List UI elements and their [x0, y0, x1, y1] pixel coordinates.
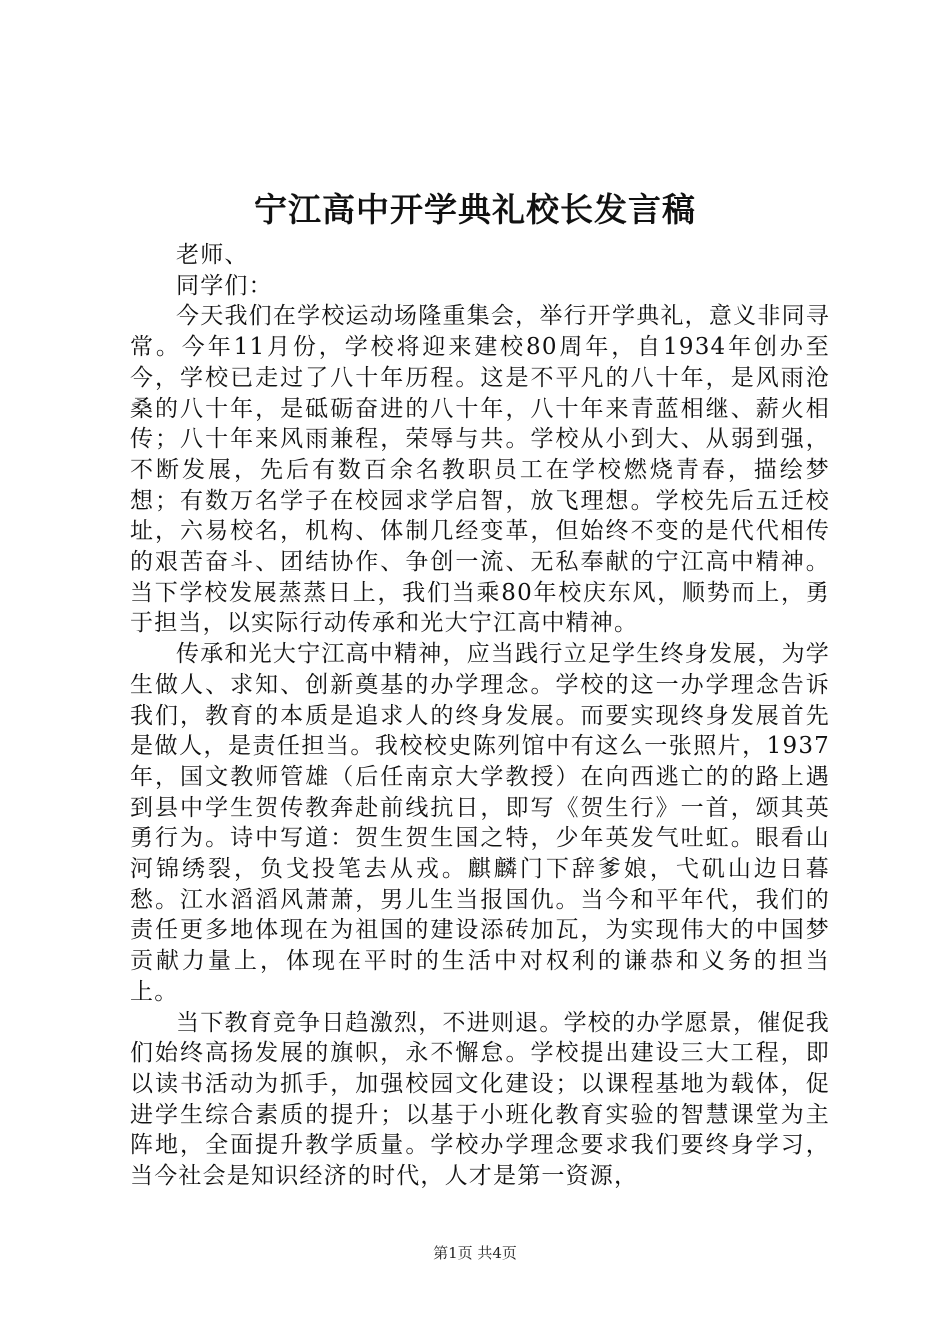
greeting-teachers: 老师、: [176, 242, 249, 268]
document-body: [130, 240, 830, 1192]
document-title: 宁江高中开学典礼校长发言稿: [254, 190, 696, 229]
paragraph-2: 传承和光大宁江高中精神，应当践行立足学生终身发展，为学生做人、求知、创新奠基的办学理念。学校的这一办学理念告诉我们，教育的本质是追求人的终身发展。而要实现终身发展首先是做人，是责任担当。我校校史陈列馆中有这么一张照片，1937年，国文教师管雄（后任南京大学教授）在向西逃亡的的路上遇到县中学生贺传教奔赴前线抗日，即写《贺生行》一首，颂其英勇行为。诗中写道：贺生贺生国之特，少年英发气吐虹。眼看山河锦绣裂，负戈投笔去从戎。麒麟门下辞爹娘，弋矶山边日暮愁。江水滔滔风萧萧，男儿生当报国仇。当今和平年代，我们的责任更多地体现在为祖国的建设添砖加瓦，为实现伟大的中国梦贡献力量上，体现在平时的生活中对权利的谦恭和义务的担当上。: [130, 641, 830, 1005]
greeting-students: 同学们：: [176, 272, 273, 299]
page-footer: 第1页 共4页: [433, 1244, 517, 1262]
paragraph-1: 今天我们在学校运动场隆重集会，举行开学典礼，意义非同寻常。今年11月份，学校将迎来建校80周年，自1934年创办至今，学校已走过了八十年历程。这是不平凡的八十年，是风雨沧桑的八十年，是砥砺奋进的八十年，八十年来青蓝相继、薪火相传；八十年来风雨兼程，荣辱与共。学校从小到大、从弱到强，不断发展，先后有数百余名教职员工在学校燃烧青春，描绘梦想；有数万名学子在校园求学启智，放飞理想。学校先后五迁校址，六易校名，机构、体制几经变革，但始终不变的是代代相传的艰苦奋斗、团结协作、争创一流、无私奉献的宁江高中精神。当下学校发展蒸蒸日上，我们当乘80年校庆东风，顺势而上，勇于担当，以实际行动传承和光大宁江高中精神。: [130, 303, 830, 637]
paragraph-3: 当下教育竞争日趋激烈，不进则退。学校的办学愿景，催促我们始终高扬发展的旗帜，永不懈怠。学校提出建设三大工程，即以读书活动为抓手，加强校园文化建设；以课程基地为载体，促进学生综合素质的提升；以基于小班化教育实验的智慧课堂为主阵地，全面提升教学质量。学校办学理念要求我们要终身学习，当今社会是知识经济的时代，人才是第一资源，: [130, 1009, 830, 1190]
